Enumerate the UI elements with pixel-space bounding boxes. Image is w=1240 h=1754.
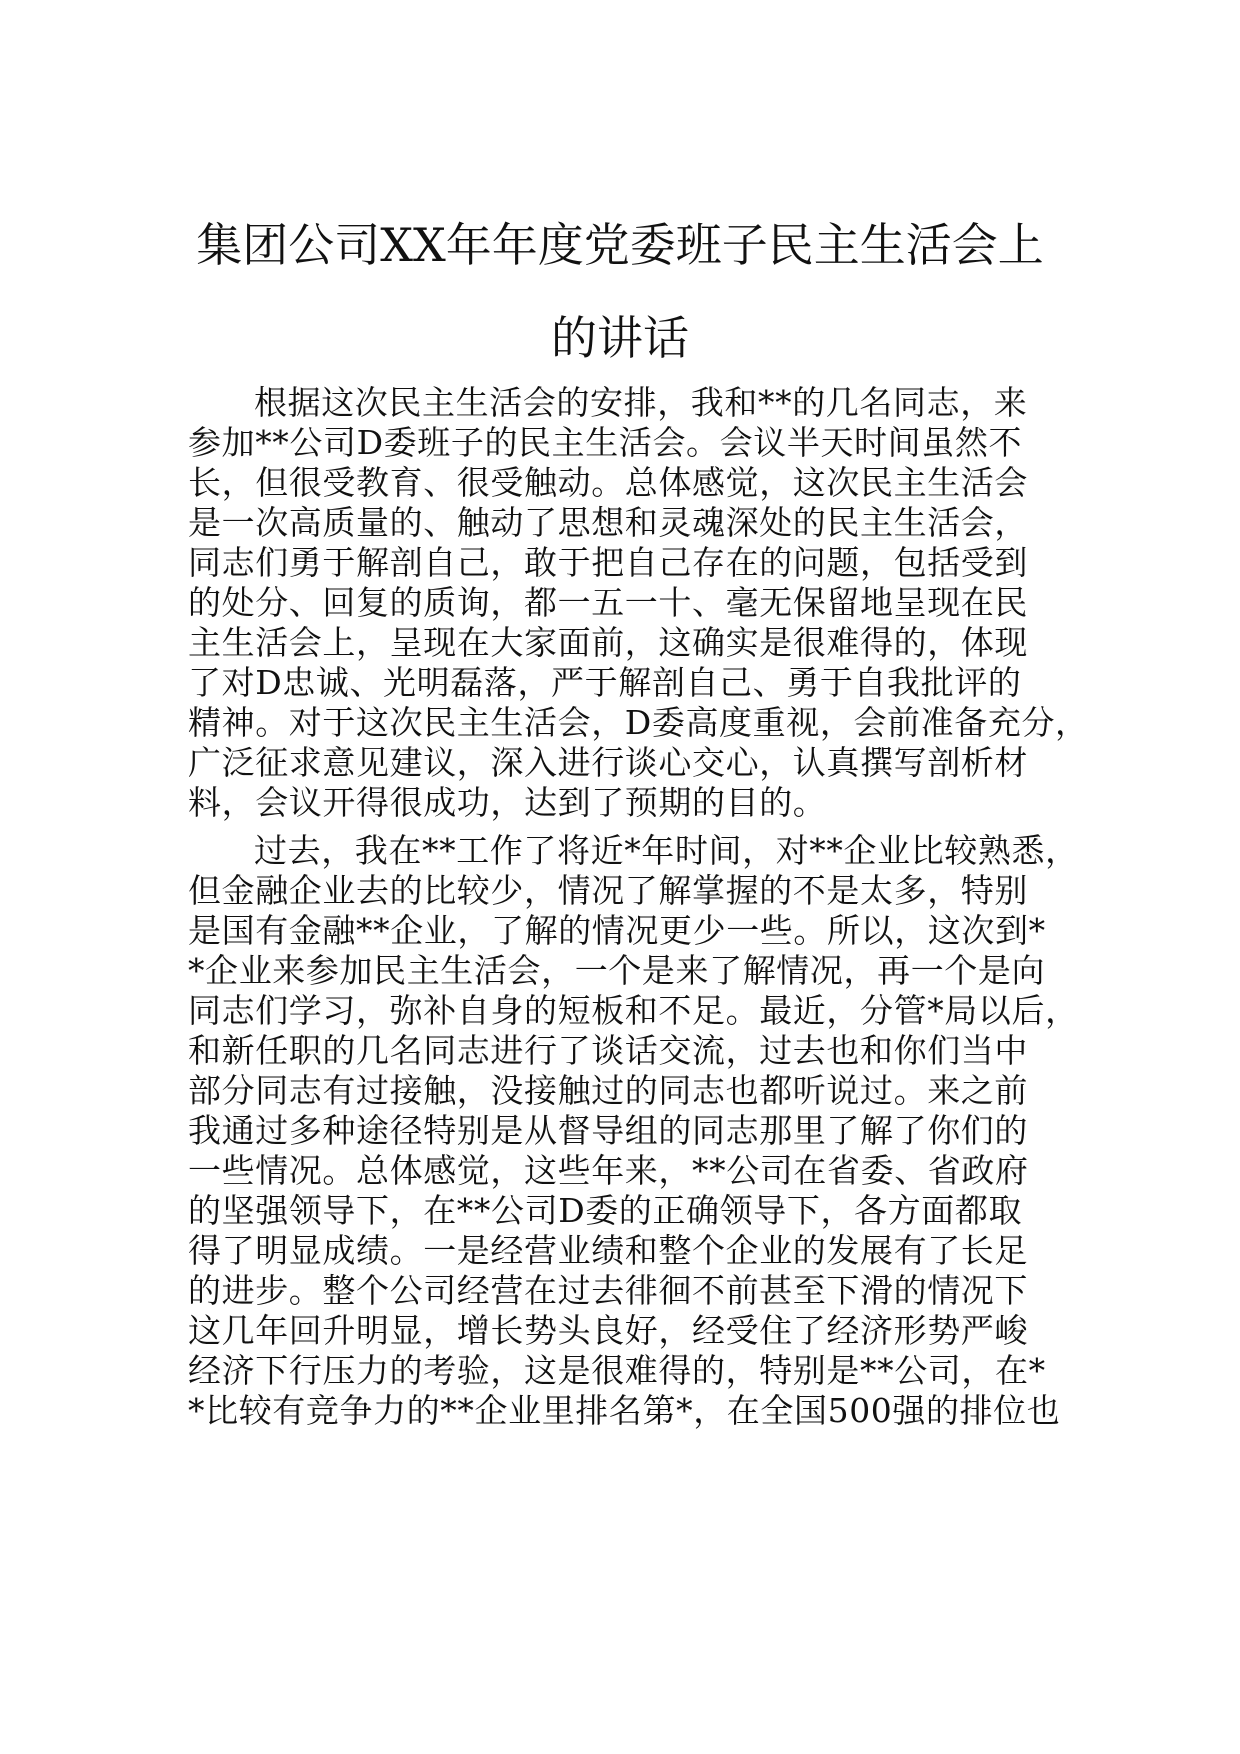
paragraph-line: *比较有竞争力的**企业里排名第*，在全国500强的排位也 bbox=[188, 1391, 1061, 1430]
document-title-line-1: 集团公司XX年年度党委班子民主生活会上 bbox=[196, 218, 1044, 272]
paragraph-line: 主生活会上，呈现在大家面前，这确实是很难得的，体现 bbox=[188, 623, 1028, 662]
paragraph-line: 过去，我在**工作了将近*年时间，对**企业比较熟悉， bbox=[254, 831, 1079, 870]
paragraph-line: 得了明显成绩。一是经营业绩和整个企业的发展有了长足 bbox=[188, 1231, 1028, 1270]
paragraph-line: 参加**公司D委班子的民主生活会。会议半天时间虽然不 bbox=[188, 423, 1023, 462]
paragraph-line: 我通过多种途径特别是从督导组的同志那里了解了你们的 bbox=[188, 1111, 1028, 1150]
paragraph-line: *企业来参加民主生活会，一个是来了解情况，再一个是向 bbox=[188, 951, 1046, 990]
paragraph-line: 部分同志有过接触，没接触过的同志也都听说过。来之前 bbox=[188, 1071, 1028, 1110]
paragraph-line: 但金融企业去的比较少，情况了解掌握的不是太多，特别 bbox=[188, 871, 1028, 910]
paragraph-line: 根据这次民主生活会的安排，我和**的几名同志，来 bbox=[254, 383, 1028, 422]
paragraph-line: 是国有金融**企业，了解的情况更少一些。所以，这次到* bbox=[188, 911, 1046, 950]
paragraph-line: 的坚强领导下，在**公司D委的正确领导下，各方面都取 bbox=[188, 1191, 1023, 1230]
paragraph-line: 和新任职的几名同志进行了谈话交流，过去也和你们当中 bbox=[188, 1031, 1028, 1070]
paragraph-line: 料，会议开得很成功，达到了预期的目的。 bbox=[188, 783, 827, 822]
paragraph-line: 了对D忠诚、光明磊落，严于解剖自己、勇于自我批评的 bbox=[188, 663, 1022, 702]
paragraph-line: 精神。对于这次民主生活会，D委高度重视，会前准备充分， bbox=[188, 703, 1089, 742]
paragraph-line: 长，但很受教育、很受触动。总体感觉，这次民主生活会 bbox=[188, 463, 1028, 502]
paragraph-line: 是一次高质量的、触动了思想和灵魂深处的民主生活会， bbox=[188, 503, 1028, 542]
paragraph-line: 经济下行压力的考验，这是很难得的，特别是**公司，在* bbox=[188, 1351, 1046, 1390]
paragraph-line: 同志们勇于解剖自己，敢于把自己存在的问题，包括受到 bbox=[188, 543, 1028, 582]
paragraph-line: 广泛征求意见建议，深入进行谈心交心，认真撰写剖析材 bbox=[188, 743, 1028, 782]
paragraph-line: 一些情况。总体感觉，这些年来，**公司在省委、省政府 bbox=[188, 1151, 1029, 1190]
paragraph-line: 的进步。整个公司经营在过去徘徊不前甚至下滑的情况下 bbox=[188, 1271, 1028, 1310]
paragraph-line: 这几年回升明显，增长势头良好，经受住了经济形势严峻 bbox=[188, 1311, 1028, 1350]
paragraph-line: 同志们学习，弥补自身的短板和不足。最近，分管*局以后， bbox=[188, 991, 1079, 1030]
document-title-line-2: 的讲话 bbox=[551, 311, 689, 365]
paragraph-line: 的处分、回复的质询，都一五一十、毫无保留地呈现在民 bbox=[188, 583, 1028, 622]
